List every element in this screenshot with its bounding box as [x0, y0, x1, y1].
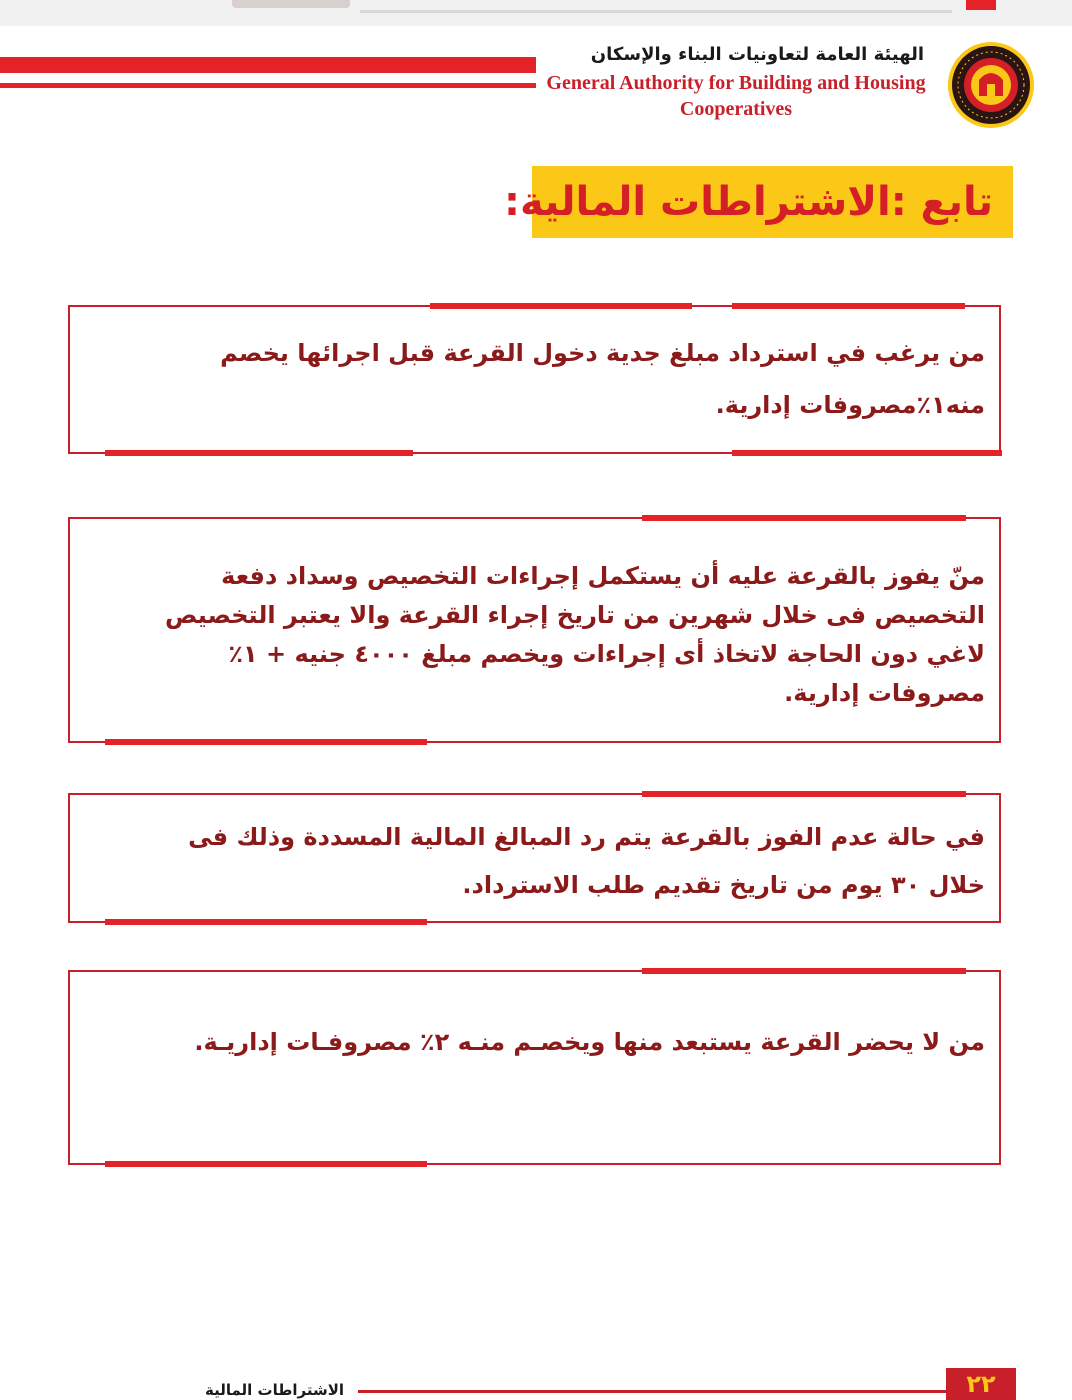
authority-logo — [946, 40, 1036, 130]
condition-text: منّ يفوز بالقرعة عليه أن يستكمل إجراءات التخصيص وسداد دفعة التخصيص فى خلال شهرين من تاريخ إجراء القرعة والا يعتبر التخصيص لاغي دون الحاجة لاتخاذ أى إجراءات ويخصم مبلغ ٤٠٠٠ جنيه + ١٪ مصروفات إدارية. — [165, 562, 985, 707]
previous-page-label-fragment — [232, 0, 350, 8]
box-accent-line — [732, 450, 1002, 456]
box-accent-line — [105, 919, 427, 925]
header-accent-line — [0, 83, 536, 88]
box-accent-line — [642, 515, 966, 521]
condition-text: من يرغب في استرداد مبلغ جدية دخول القرعة قبل اجرائها يخصم منه١٪مصروفات إدارية. — [220, 339, 985, 419]
page-number: ٢٢ — [946, 1368, 1016, 1400]
section-title-banner — [503, 166, 1013, 238]
box-accent-line — [105, 739, 427, 745]
section-title: تابع :الاشتراطات المالية: — [503, 179, 993, 225]
condition-text: من لا يحضر القرعة يستبعد منها ويخصـم منـه ٢٪ مصروفـات إداريـة. — [194, 1028, 985, 1056]
org-name-english: General Authority for Building and Housing Cooperatives — [546, 72, 926, 120]
previous-page-footer-line — [360, 10, 952, 13]
header-accent-bar — [0, 57, 536, 73]
previous-page-strip — [0, 0, 1072, 26]
condition-text: في حالة عدم الفوز بالقرعة يتم رد المبالغ المالية المسددة وذلك فى خلال ٣٠ يوم من تاريخ تقديم طلب الاسترداد. — [188, 823, 985, 899]
condition-box — [68, 305, 1001, 454]
previous-page-number-fragment — [966, 0, 996, 10]
footer-section-label: الاشتراطات المالية — [205, 1381, 345, 1399]
org-name-arabic: الهيئة العامة لتعاونيات البناء والإسكان — [590, 44, 924, 65]
condition-box — [68, 517, 1001, 743]
box-accent-line — [105, 450, 413, 456]
condition-box — [68, 793, 1001, 923]
box-accent-line — [105, 1161, 427, 1167]
condition-box — [68, 970, 1001, 1165]
box-accent-line — [642, 791, 966, 797]
box-accent-line — [430, 303, 692, 309]
box-accent-line — [732, 303, 965, 309]
box-accent-line — [642, 968, 966, 974]
footer-line — [358, 1390, 946, 1393]
